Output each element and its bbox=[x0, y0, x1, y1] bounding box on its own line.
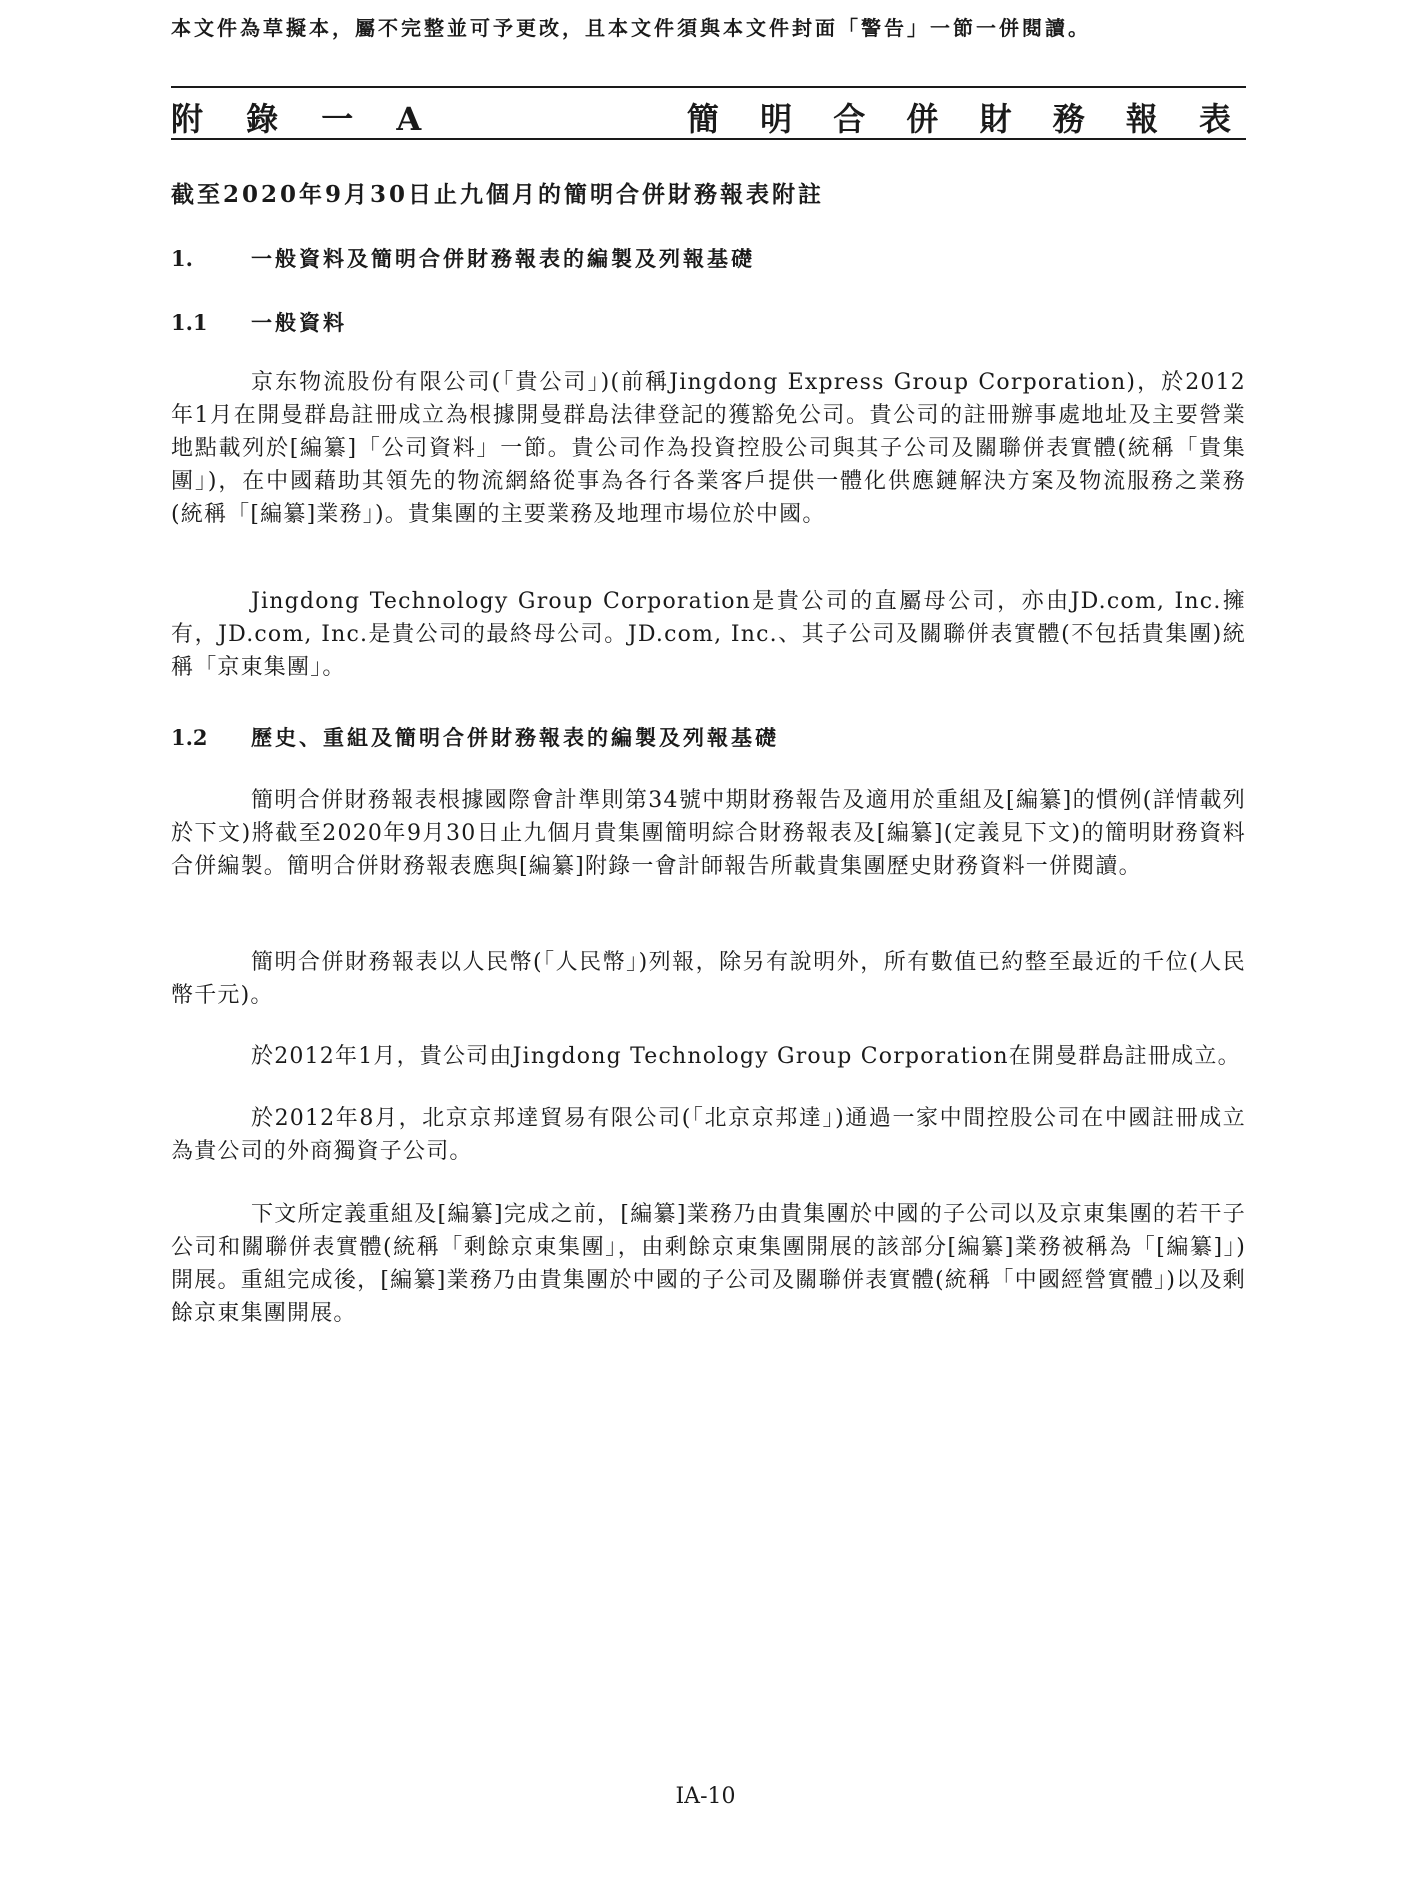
section-number: 1.1 bbox=[171, 310, 208, 335]
section-number: 1.2 bbox=[171, 725, 208, 750]
paragraph: 於2012年1月，貴公司由Jingdong Technology Group Corporation在開曼群島註冊成立。 bbox=[251, 1044, 1241, 1069]
appendix-label: 附 錄 一 A bbox=[171, 100, 438, 138]
draft-warning-banner: 本文件為草擬本，屬不完整並可予更改，且本文件須與本文件封面「警告」一節一併閱讀。 bbox=[171, 16, 1091, 40]
paragraph: 下文所定義重組及[編纂]完成之前，[編纂]業務乃由貴集團於中國的子公司以及京東集團的若干子公司和關聯併表實體(統稱「剩餘京東集團」，由剩餘京東集團開展的該部分[編纂]業務被稱為「[編纂]」)開展。重組完成後，[編纂]業務乃由貴集團於中國的子公司及關聯併表實體(統稱「中國經營實體」)以及剩餘京東集團開展。 bbox=[171, 1202, 1246, 1326]
section-number: 1. bbox=[171, 246, 193, 271]
section-title: 一般資料及簡明合併財務報表的編製及列報基礎 bbox=[251, 246, 755, 271]
paragraph: 簡明合併財務報表以人民幣(「人民幣」)列報，除另有說明外，所有數值已約整至最近的千位(人民幣千元)。 bbox=[171, 950, 1246, 1008]
paragraph: 簡明合併財務報表根據國際會計準則第34號中期財務報告及適用於重組及[編纂]的慣例(詳情載列於下文)將截至2020年9月30日止九個月貴集團簡明綜合財務報表及[編纂](定義見下文)的簡明財務資料合併編製。簡明合併財務報表應與[編纂]附錄一會計師報告所載貴集團歷史財務資料一併閱讀。 bbox=[171, 788, 1246, 879]
section-title: 歷史、重組及簡明合併財務報表的編製及列報基礎 bbox=[251, 725, 779, 750]
paragraph: 京东物流股份有限公司(「貴公司」)(前稱Jingdong Express Group Corporation)，於2012年1月在開曼群島註冊成立為根據開曼群島法律登記的獲豁免公司。貴公司的註冊辦事處地址及主要營業地點載列於[編纂]「公司資料」一節。貴公司作為投資控股公司與其子公司及關聯併表實體(統稱「貴集團」)，在中國藉助其領先的物流網絡從事為各行各業客戶提供一體化供應鏈解決方案及物流服務之業務(統稱「[編纂]業務」)。貴集團的主要業務及地理市場位於中國。 bbox=[171, 370, 1246, 527]
header-top-rule bbox=[171, 86, 1246, 88]
section-1-heading bbox=[171, 243, 1246, 273]
page-number: IA-10 bbox=[675, 1784, 736, 1809]
section-1-2-heading bbox=[171, 722, 1246, 752]
paragraph: 於2012年8月，北京京邦達貿易有限公司(「北京京邦達」)通過一家中間控股公司在中國註冊成立為貴公司的外商獨資子公司。 bbox=[171, 1106, 1246, 1164]
paragraph: Jingdong Technology Group Corporation是貴公司的直屬母公司，亦由JD.com, Inc.擁有，JD.com, Inc.是貴公司的最終母公司。JD.com, Inc.、其子公司及關聯併表實體(不包括貴集團)統稱「京東集團」。 bbox=[171, 589, 1246, 680]
header-bottom-rule bbox=[171, 138, 1246, 140]
section-header-title: 簡 明 合 併 財 務 報 表 bbox=[687, 100, 1246, 138]
section-title: 一般資料 bbox=[251, 310, 347, 335]
section-1-1-heading bbox=[171, 307, 1246, 337]
notes-title: 截至2020年9月30日止九個月的簡明合併財務報表附註 bbox=[171, 181, 825, 208]
